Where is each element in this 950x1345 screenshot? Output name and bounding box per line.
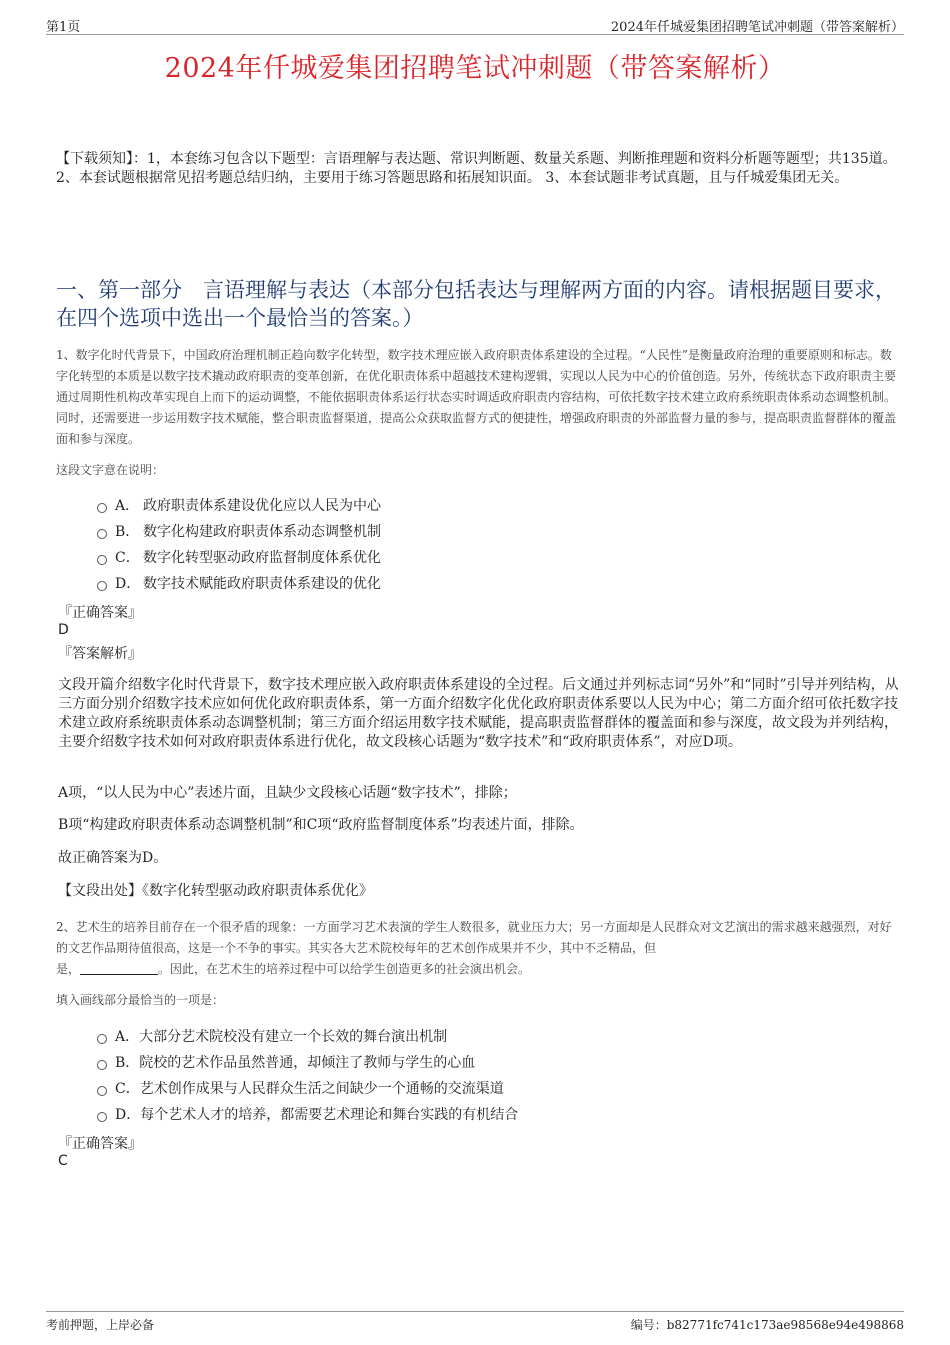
page-header: [46, 14, 904, 35]
radio-icon[interactable]: [97, 1086, 107, 1096]
question-1-option-a[interactable]: A． 政府职责体系建设优化应以人民为中心: [97, 496, 381, 516]
page-number: 第1页: [46, 20, 81, 35]
fill-blank: [80, 962, 158, 975]
question-1-analysis-conclusion: 故正确答案为D。: [58, 850, 168, 866]
question-1-text: 1、数字化时代背景下，中国政府治理机制正趋向数字化转型，数字技术理应嵌入政府职责体系建设的全过程。“人民性”是衡量政府治理的重要原则和标志。数字化转型的本质是以数字技术撬动政府职责的变革创新，在优化职责体系中超越技术建构逻辑，实现以人民为中心的价值创造。另外，传统状态下政府职责主要通过周期性机构改革实现自上而下的运动调整，不能依据职责体系运行状态实时调适政府职责内容结构，可依托数字技术建立政府系统职责体系动态调整机制。同时，还需要进一步运用数字技术赋能，整合职责监督渠道，提高公众获取监督方式的便捷性，增强政府职责的外部监督力量的参与，提高职责监督群体的覆盖面和参与深度。: [56, 348, 897, 446]
question-2-option-c[interactable]: C．艺术创作成果与人民群众生活之间缺少一个通畅的交流渠道: [97, 1079, 504, 1099]
question-2-prompt: 填入画线部分最恰当的一项是：: [56, 993, 225, 1007]
radio-icon[interactable]: [97, 529, 107, 539]
question-1-prompt: 这段文字意在说明：: [56, 463, 165, 477]
section-heading: 一、第一部分 言语理解与表达（本部分包括表达与理解两方面的内容。请根据题目要求，在四个选项中选出一个最恰当的答案。）: [56, 278, 896, 330]
question-2-option-d[interactable]: D．每个艺术人才的培养，都需要艺术理论和舞台实践的有机结合: [97, 1105, 518, 1125]
radio-icon[interactable]: [97, 503, 107, 513]
question-1-option-b[interactable]: B． 数字化构建政府职责体系动态调整机制: [97, 522, 381, 542]
question-1-analysis-label: 『答案解析』: [58, 646, 142, 662]
question-1-correct-answer: D: [58, 622, 69, 638]
header-doc-title: 2024年仟城爱集团招聘笔试冲刺题（带答案解析）: [610, 20, 904, 35]
question-1-analysis-main: 文段开篇介绍数字化时代背景下，数字技术理应嵌入政府职责体系建设的全过程。后文通过并列标志词“另外”和“同时”引导并列结构，从三方面分别介绍数字技术应如何优化政府职责体系，第一方面介绍数字化优化政府职责体系要以人民为中心；第二方面介绍可依托数字技术建立政府系统职责体系动态调整机制；第三方面介绍运用数字技术赋能，提高职责监督群体的覆盖面和参与深度，故文段为并列结构，主要介绍数字技术如何对政府职责体系进行优化，故文段核心话题为“数字技术”和“政府职责体系”，对应D项。: [58, 677, 899, 750]
question-1-option-c[interactable]: C． 数字化转型驱动政府监督制度体系优化: [97, 548, 381, 568]
question-2-correct-label: 『正确答案』: [58, 1136, 142, 1152]
question-2-correct-answer: C: [58, 1153, 68, 1169]
question-2-option-b[interactable]: B．院校的艺术作品虽然普通，却倾注了教师与学生的心血: [97, 1053, 475, 1073]
radio-icon[interactable]: [97, 555, 107, 565]
footer-slogan: 考前押题，上岸必备: [46, 1318, 155, 1332]
download-notice: 【下载须知】：1，本套练习包含以下题型：言语理解与表达题、常识判断题、数量关系题、判断推理题和资料分析题等题型；共135道。 2、本套试题根据常见招考题总结归纳，主要用于练习答题思路和拓展知识面。 3、本套试题非考试真题，且与仟城爱集团无关。: [56, 151, 897, 186]
question-2-option-a[interactable]: A．大部分艺术院校没有建立一个长效的舞台演出机制: [97, 1027, 447, 1047]
radio-icon[interactable]: [97, 581, 107, 591]
question-2-text: 2、艺术生的培养目前存在一个很矛盾的现象：一方面学习艺术表演的学生人数很多，就业压力大；另一方面却是人民群众对文艺演出的需求越来越强烈，对好的文艺作品期待值很高，这是一个不争的事实。其实各大艺术院校每年的艺术创作成果并不少，其中不乏精品，但 是， 。因此，在艺术生的培养过程中可以给学生创造更多的社会演出机会。: [56, 920, 892, 976]
question-1-analysis-a: A项，“以人民为中心”表述片面，且缺少文段核心话题“数字技术”，排除；: [58, 785, 517, 801]
question-1-option-d[interactable]: D． 数字技术赋能政府职责体系建设的优化: [97, 574, 381, 594]
radio-icon[interactable]: [97, 1060, 107, 1070]
question-1-correct-label: 『正确答案』: [58, 605, 142, 621]
document-title: 2024年仟城爱集团招聘笔试冲刺题（带答案解析）: [164, 53, 786, 84]
question-1-source: 【文段出处】《数字化转型驱动政府职责体系优化》: [58, 883, 373, 899]
radio-icon[interactable]: [97, 1034, 107, 1044]
footer-doc-id: 编号：b82771fc741c173ae98568e94e498868: [630, 1318, 904, 1332]
page-footer: [46, 1311, 904, 1334]
radio-icon[interactable]: [97, 1112, 107, 1122]
question-1-analysis-bc: B项“构建政府职责体系动态调整机制”和C项“政府监督制度体系”均表述片面，排除。: [58, 817, 584, 833]
